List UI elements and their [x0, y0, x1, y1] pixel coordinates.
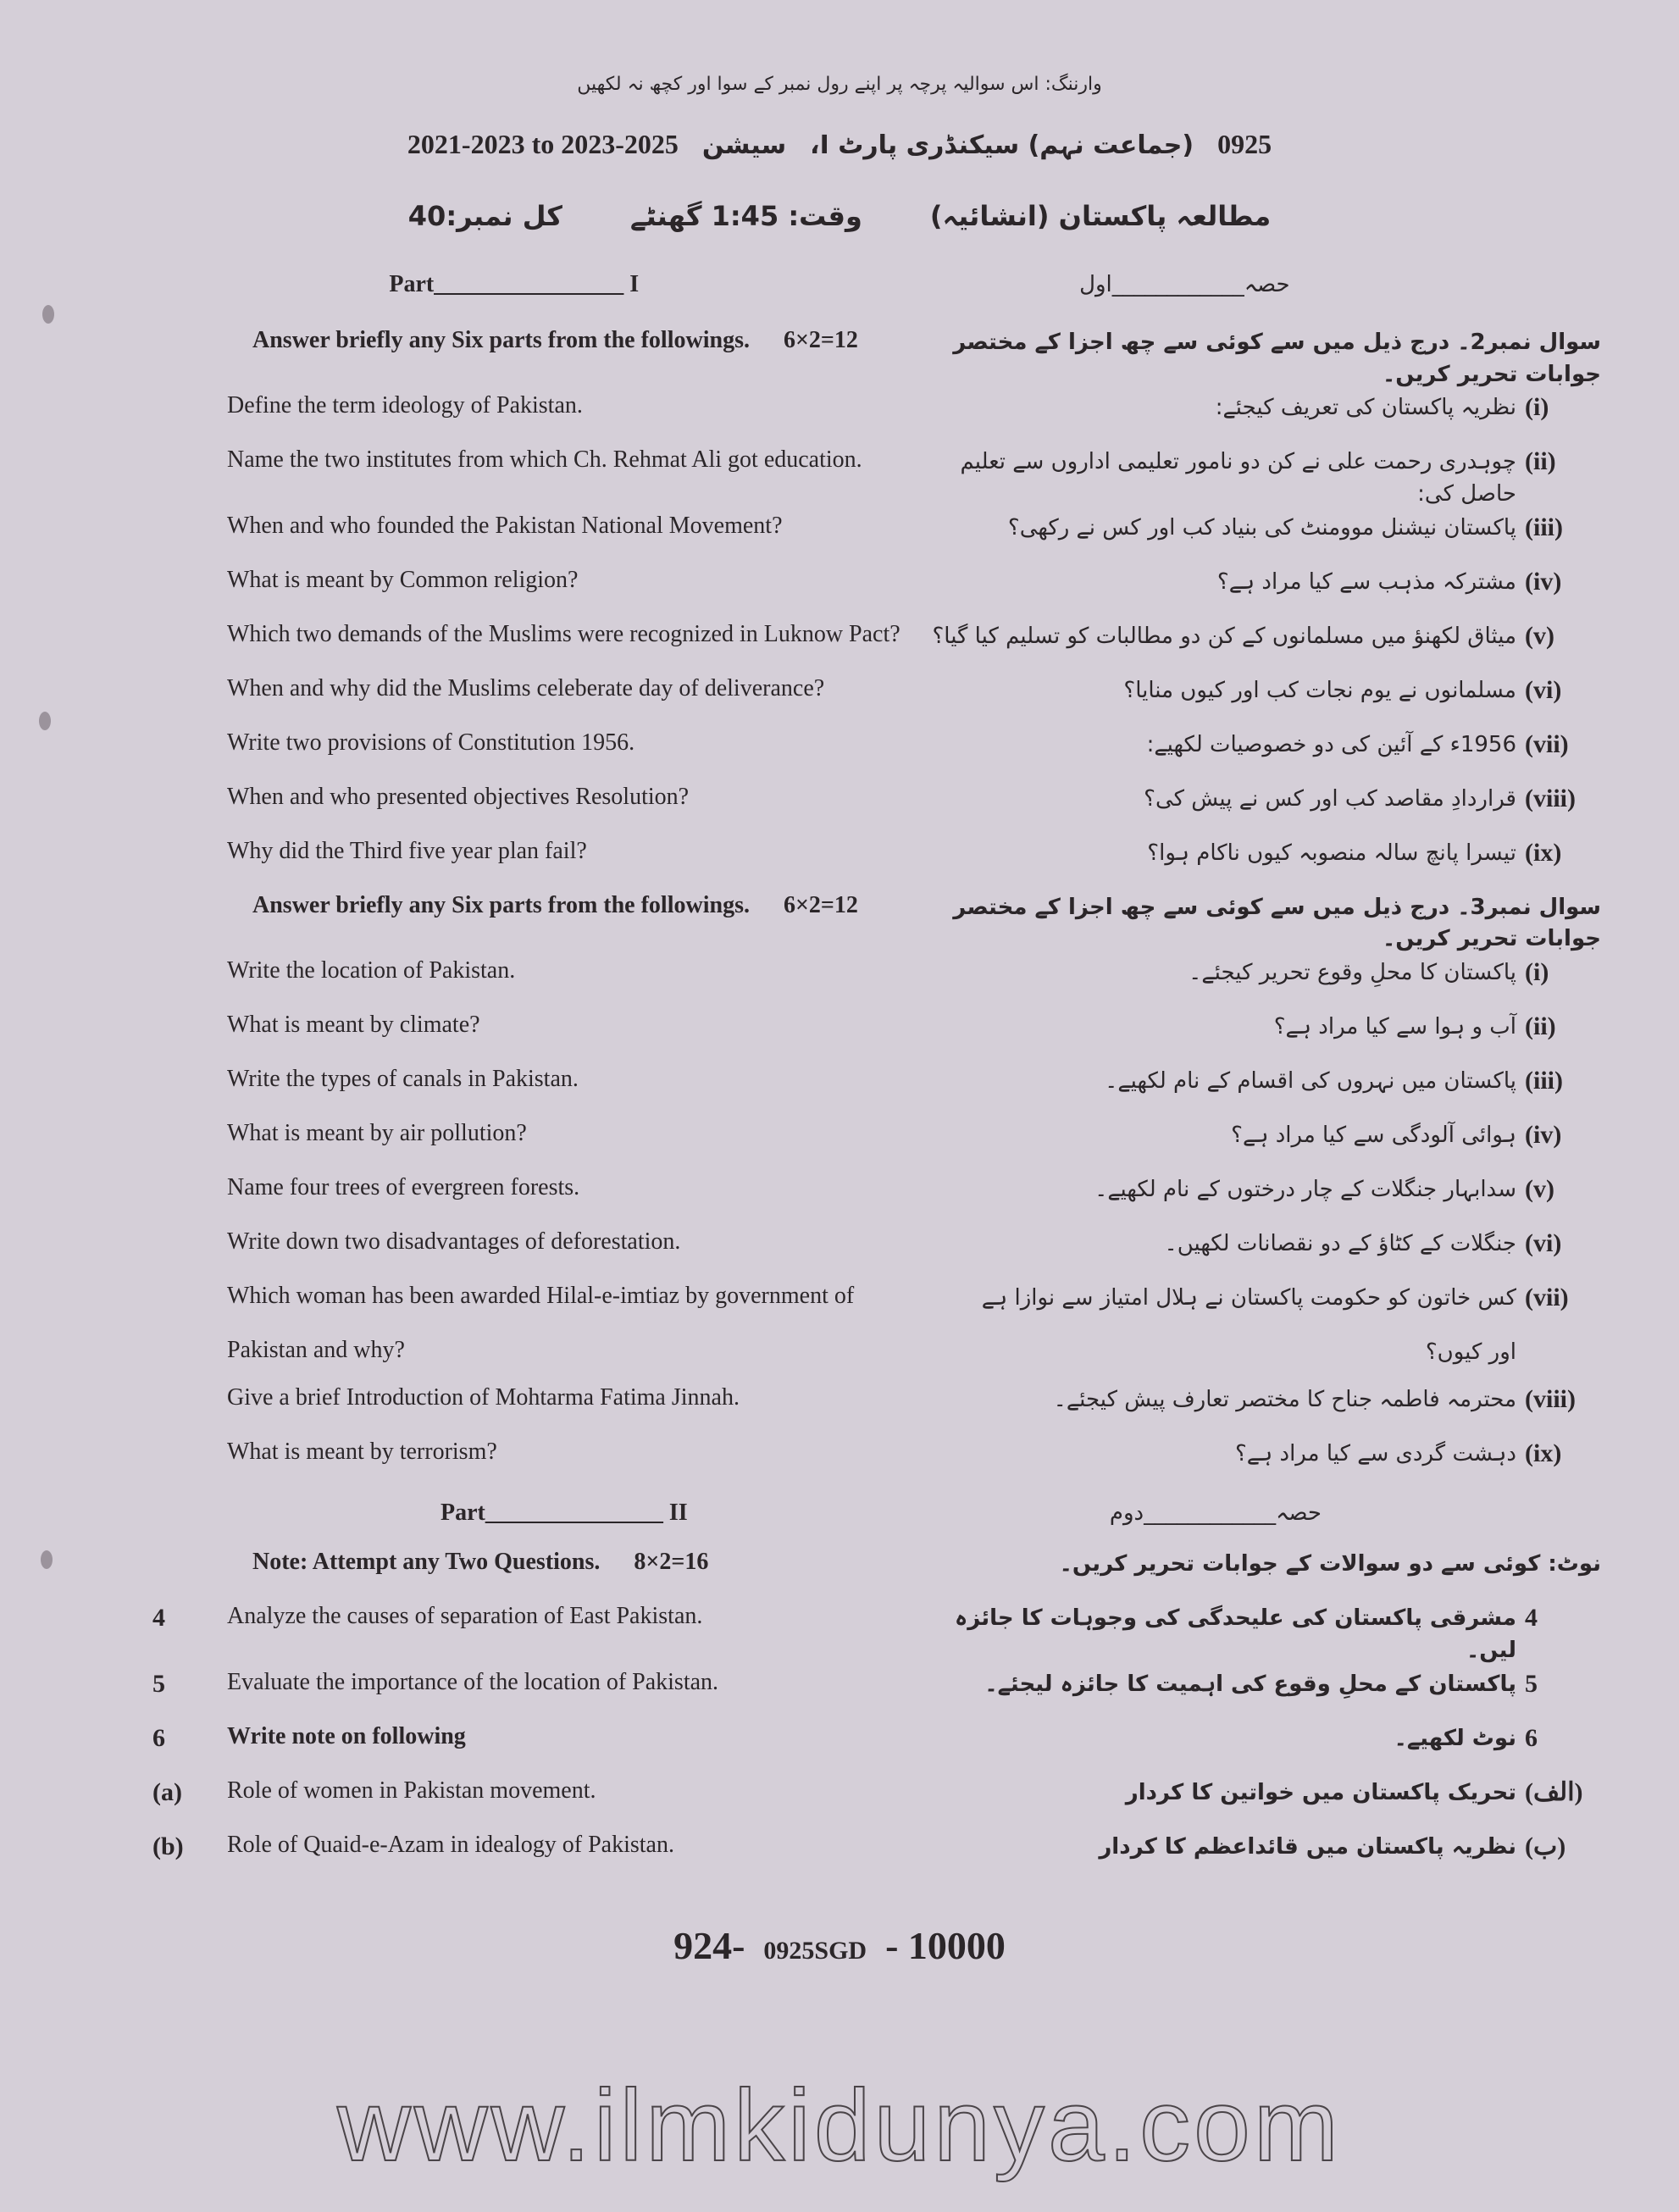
watermark-text: www.ilmkidunya.com [337, 2069, 1342, 2182]
question-number: (v) [1525, 621, 1554, 650]
question-text-ur: قراردادِ مقاصد کب اور کس نے پیش کی؟ [1144, 785, 1516, 812]
q3-instruction-row [152, 890, 1601, 956]
question-row [152, 674, 1601, 728]
question-number-en: (a) [152, 1777, 182, 1806]
punch-hole-mark [39, 712, 51, 730]
warning-note: وارننگ: اس سوالیہ پرچہ پر اپنے رول نمبر کے سوا اور کچھ نہ لکھیں [577, 74, 1102, 95]
question-text-en: Write note on following [227, 1722, 466, 1749]
question-text-ur: دہشت گردی سے کیا مراد ہے؟ [1234, 1441, 1516, 1467]
part-two-label-ur: حصہ____________دوم [1109, 1500, 1322, 1527]
question-row [152, 956, 1601, 1010]
session-line [0, 127, 1679, 164]
questions [152, 325, 1601, 1968]
question-row [152, 391, 1601, 445]
question-text-en: Evaluate the importance of the location of Pakistan. [227, 1668, 719, 1695]
question-text-ur: نظریہ پاکستان میں قائداعظم کا کردار [1099, 1833, 1516, 1860]
question-row [152, 1281, 1601, 1335]
question-row [152, 1064, 1601, 1118]
q3-instruction-ur: سوال نمبر3۔ درج ذیل میں سے کوئی سے چھ اجزا کے مختصر جوابات تحریر کریں۔ [953, 894, 1601, 952]
question-text-ur: نوٹ لکھیے۔ [1394, 1725, 1516, 1751]
question-text-en: What is meant by climate? [227, 1012, 480, 1039]
question-row [152, 1118, 1601, 1173]
question-text-ur: مشترکہ مذہب سے کیا مراد ہے؟ [1216, 568, 1516, 595]
question-row [152, 1721, 1601, 1776]
question-text-ur: تحریک پاکستان میں خواتین کا کردار [1125, 1779, 1516, 1805]
question-text-ur: تیسرا پانچ سالہ منصوبہ کیوں ناکام ہوا؟ [1147, 840, 1516, 866]
question-text-ur: ہوائی آلودگی سے کیا مراد ہے؟ [1231, 1123, 1516, 1149]
q2-instruction-en-cell [227, 325, 923, 356]
q3-instruction-en: Answer briefly any Six parts from the followings. [252, 891, 750, 918]
part-two-note-instruction-en-cell [227, 1547, 923, 1577]
class-label: (جماعت نہم) سیکنڈری پارٹ I، [810, 130, 1194, 160]
question-text-en: Write the location of Pakistan. [227, 957, 516, 984]
question-row [152, 1383, 1601, 1437]
part-two-note-instruction-ur: نوٹ: کوئی سے دو سوالات کے جوابات تحریر کریں۔ [1059, 1551, 1601, 1577]
question-number: (viii) [1525, 784, 1576, 812]
question-row [152, 782, 1601, 836]
q3-marks: 6×2=12 [783, 891, 858, 918]
question-text-en: Give a brief Introduction of Mohtarma Fatima Jinnah. [227, 1384, 740, 1411]
question-number-en: 4 [152, 1604, 165, 1633]
footer-code-mid: 0925SGD [763, 1936, 867, 1965]
question-row [152, 445, 1601, 510]
q3-instruction-en-cell [227, 890, 923, 921]
question-text-en: Write down two disadvantages of deforestation. [227, 1228, 681, 1256]
question-text-ur: پاکستان نیشنل موومنٹ کی بنیاد کب اور کس نے رکھی؟ [1007, 514, 1516, 541]
question-text-ur: چوہدری رحمت علی نے کن دو نامور تعلیمی اداروں سے تعلیم حاصل کی: [960, 449, 1516, 507]
session-years: 2021-2023 to 2023-2025 [407, 129, 679, 159]
footer-code-right: - 10000 [885, 1923, 1006, 1967]
question-text-ur: مسلمانوں نے یوم نجات کب اور کیوں منایا؟ [1123, 677, 1516, 703]
question-text-en: Role of women in Pakistan movement. [227, 1777, 596, 1804]
question-text-en: When and why did the Muslims celeberate day of deliverance? [227, 674, 825, 701]
question-row-continued [152, 1335, 1601, 1383]
question-text-en: Which two demands of the Muslims were recognized in Luknow Pact? [227, 620, 900, 647]
question-text-en: When and who founded the Pakistan National Movement? [227, 512, 783, 539]
part-two-label-en: Part_______________ II [441, 1500, 688, 1527]
question-number: (iii) [1525, 1067, 1563, 1095]
question-number: (i) [1525, 393, 1549, 422]
question-text-en: Which woman has been awarded Hilal-e-imtiaz by government of [227, 1283, 855, 1310]
part-two-note-instruction-en: Note: Attempt any Two Questions. [252, 1549, 601, 1576]
question-number: (vi) [1525, 1229, 1562, 1258]
question-row [152, 511, 1601, 565]
q2-instruction-row [152, 325, 1601, 391]
question-number: (ii) [1525, 447, 1556, 476]
question-text-en: Name the two institutes from which Ch. Rehmat Ali got education. [227, 446, 862, 474]
question-text-en: Write two provisions of Constitution 1956. [227, 729, 635, 756]
question-number: 6 [1525, 1723, 1538, 1752]
question-number: (vii) [1525, 1283, 1569, 1312]
question-text-ur: کس خاتون کو حکومت پاکستان نے ہلال امتیاز سے نوازا ہے [981, 1285, 1516, 1311]
question-number: 4 [1525, 1604, 1538, 1633]
question-number: (v) [1525, 1175, 1554, 1204]
question-text-ur: مشرقی پاکستان کی علیحدگی کی وجوہات کا جائزہ لیں۔ [955, 1605, 1516, 1663]
question-text-en: Name four trees of evergreen forests. [227, 1174, 580, 1201]
question-text-ur: نظریہ پاکستان کی تعریف کیجئے: [1215, 395, 1516, 421]
question-row [152, 1776, 1601, 1830]
q2-marks: 6×2=12 [783, 327, 858, 353]
question-number: (iii) [1525, 513, 1563, 541]
question-number: (ii) [1525, 1012, 1556, 1041]
question-text-en: What is meant by Common religion? [227, 566, 579, 593]
question-number: (i) [1525, 958, 1549, 987]
punch-hole-mark [42, 305, 54, 324]
question-row [152, 1227, 1601, 1281]
subject-title: مطالعہ پاکستان (انشائیہ) [929, 200, 1272, 232]
question-row [152, 1173, 1601, 1227]
question-text-ur-continued: اور کیوں؟ [1425, 1339, 1516, 1366]
question-text-en: When and who presented objectives Resolution? [227, 783, 690, 810]
question-text-ur: میثاق لکھنؤ میں مسلمانوں کے کن دو مطالبات کو تسلیم کیا گیا؟ [932, 623, 1516, 649]
question-text-en: What is meant by air pollution? [227, 1120, 527, 1147]
question-number: 5 [1525, 1669, 1538, 1698]
question-text-ur: پاکستان کا محلِ وقوع تحریر کیجئے۔ [1189, 960, 1516, 986]
question-row [152, 1437, 1601, 1491]
question-text-en: Define the term ideology of Pakistan. [227, 392, 583, 419]
footer-code [0, 1923, 1679, 1968]
question-row [152, 1667, 1601, 1721]
question-number: (ix) [1525, 838, 1562, 867]
question-number: (iv) [1525, 567, 1562, 596]
warning-line [0, 71, 1679, 98]
punch-hole-mark [41, 1550, 53, 1569]
question-text-ur: محترمہ فاطمہ جناح کا مختصر تعارف پیش کیجئے۔ [1053, 1387, 1516, 1413]
footer-code-left: 924- [673, 1923, 745, 1967]
question-text-en: Analyze the causes of separation of East Pakistan. [227, 1603, 703, 1630]
question-row [152, 1010, 1601, 1064]
question-text-ur: آب و ہوا سے کیا مراد ہے؟ [1273, 1014, 1516, 1040]
watermark [0, 2050, 1679, 2203]
question-text-ur: پاکستان میں نہروں کی اقسام کے نام لکھیے۔ [1105, 1068, 1516, 1095]
q2-instruction-en: Answer briefly any Six parts from the followings. [252, 327, 750, 353]
part-one-line [0, 269, 1679, 302]
question-row [152, 1601, 1601, 1666]
question-text-ur: جنگلات کے کٹاؤ کے دو نقصانات لکھیں۔ [1164, 1231, 1516, 1257]
question-text-ur: 1956ء کے آئین کی دو خصوصیات لکھیے: [1146, 731, 1516, 757]
part-one-label-ur: حصہ____________اول [1079, 272, 1290, 297]
question-number: (vi) [1525, 675, 1562, 704]
part-two-line [152, 1491, 1601, 1547]
question-number: (ب) [1525, 1832, 1566, 1860]
question-text-en: Why did the Third five year plan fail? [227, 837, 587, 864]
question-text-en-continued: Pakistan and why? [227, 1337, 405, 1364]
question-number: (vii) [1525, 729, 1569, 758]
question-row [152, 565, 1601, 619]
question-text-en: Write the types of canals in Pakistan. [227, 1066, 579, 1093]
question-text-ur: پاکستان کے محلِ وقوع کی اہمیت کا جائزہ لیجئے۔ [984, 1671, 1516, 1697]
time-allowed: وقت: 1:45 گھنٹے [629, 200, 862, 232]
question-number-en: 5 [152, 1669, 165, 1698]
total-marks: کل نمبر:40 [407, 200, 562, 232]
part-two-note-instruction-row [152, 1547, 1601, 1601]
question-text-en: Role of Quaid-e-Azam in idealogy of Pakistan. [227, 1831, 674, 1858]
question-number: (iv) [1525, 1121, 1562, 1150]
question-number-en: 6 [152, 1723, 165, 1752]
session-label: سیشن [701, 130, 787, 160]
part-one-label-en: Part________________ I [389, 271, 640, 297]
question-row [152, 836, 1601, 890]
title-line [0, 197, 1679, 236]
q2-instruction-ur: سوال نمبر2۔ درج ذیل میں سے کوئی سے چھ اجزا کے مختصر جوابات تحریر کریں۔ [953, 330, 1601, 387]
question-row [152, 728, 1601, 782]
part-two-note-marks: 8×2=16 [634, 1549, 709, 1576]
question-text-en: What is meant by terrorism? [227, 1439, 497, 1466]
question-row [152, 1830, 1601, 1884]
paper-code: 0925 [1217, 129, 1272, 159]
question-text-ur: سدابہار جنگلات کے چار درختوں کے نام لکھیے۔ [1094, 1177, 1516, 1203]
question-number: (الف) [1525, 1777, 1583, 1806]
question-number-en: (b) [152, 1832, 184, 1860]
question-row [152, 619, 1601, 674]
question-number: (viii) [1525, 1385, 1576, 1414]
question-number: (ix) [1525, 1439, 1562, 1468]
